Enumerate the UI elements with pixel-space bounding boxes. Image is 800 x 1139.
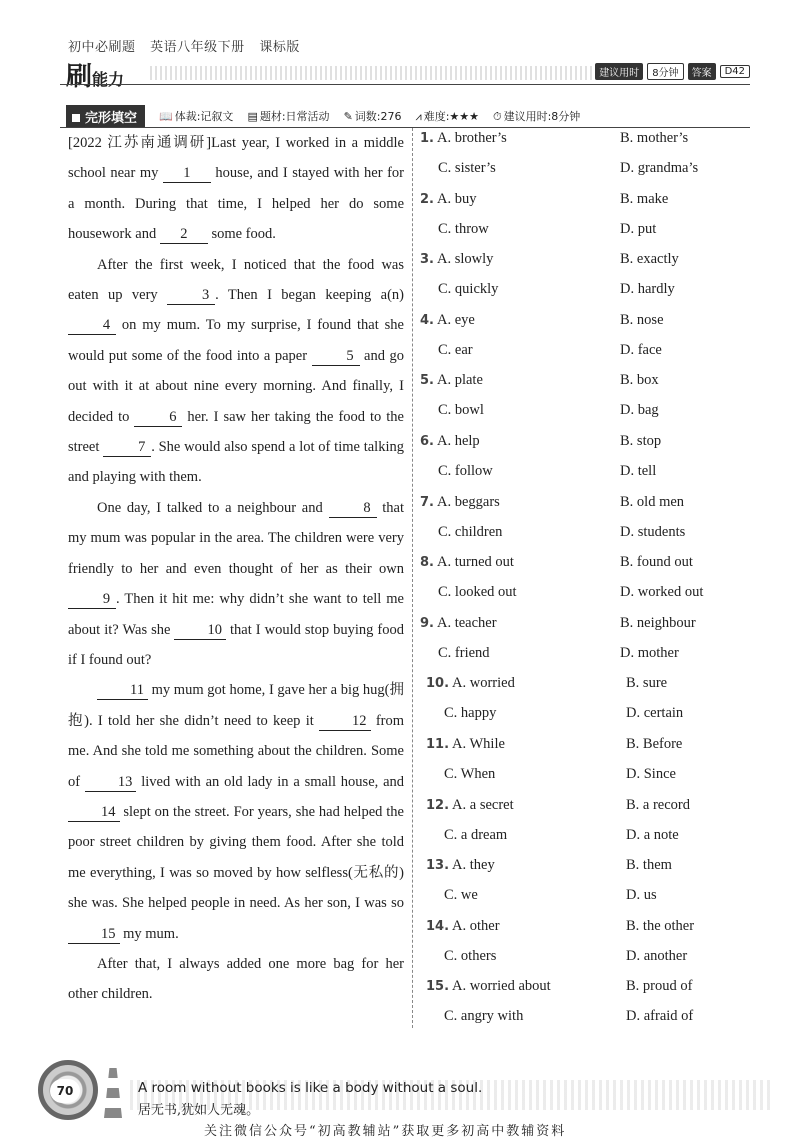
paragraph-1 — [68, 128, 404, 250]
text-run: some food. — [207, 226, 276, 243]
question-number: 3. — [420, 252, 434, 268]
paragraph-2 — [68, 250, 404, 493]
blank-2: 2 — [160, 225, 208, 244]
question-13 — [420, 855, 750, 916]
option-text: B. box — [620, 372, 659, 389]
option-a[interactable] — [420, 433, 480, 450]
option-text: C. children — [438, 523, 503, 540]
option-b[interactable] — [626, 918, 694, 935]
question-4 — [420, 310, 750, 371]
option-b[interactable] — [620, 494, 684, 511]
text-run: and go out with it at about nine every morning. And finally, I decided to — [68, 347, 405, 425]
option-text: B. mother’s — [620, 130, 689, 146]
option-d[interactable] — [626, 827, 679, 844]
option-text: C. sister’s — [438, 160, 496, 176]
blank-12: 12 — [319, 712, 371, 731]
paragraph-4 — [68, 675, 404, 949]
option-text: A. plate — [436, 372, 483, 389]
option-b[interactable] — [620, 130, 688, 147]
question-2 — [420, 189, 750, 250]
option-d[interactable] — [620, 584, 703, 601]
blank-11: 11 — [97, 681, 148, 700]
question-number: 14. — [426, 918, 450, 934]
blank-6: 6 — [134, 408, 182, 427]
option-b[interactable] — [620, 554, 693, 571]
question-14 — [420, 916, 750, 977]
option-d[interactable] — [620, 221, 656, 238]
paragraph-3 — [68, 493, 404, 675]
quote-chinese: 居无书,犹如人无魂。 — [138, 1103, 260, 1118]
text-run: on my mum. To my surprise, I found that she would put some of the food into a paper — [68, 317, 404, 364]
text-run: from me. And she told me something about the children. Some of — [68, 712, 405, 790]
option-text: A. they — [452, 857, 495, 874]
meta-words — [344, 108, 402, 124]
edition-name: 课标版 — [259, 40, 300, 55]
question-number: 10. — [426, 676, 450, 692]
question-number: 5. — [420, 373, 434, 389]
question-number: 8. — [420, 555, 434, 571]
option-text: A. other — [452, 917, 500, 934]
text-run: One day, I talked to a neighbour and — [97, 499, 329, 516]
option-a[interactable] — [420, 130, 507, 147]
section-bar — [66, 106, 750, 126]
option-c[interactable] — [438, 281, 498, 298]
option-b[interactable] — [620, 615, 696, 632]
brand-char: 刷 — [66, 62, 93, 92]
text-run: . Then it hit me: why didn’t she want to tell me about it? Was she — [68, 591, 404, 638]
option-text: C. friend — [438, 644, 490, 661]
option-text: A. a secret — [452, 796, 514, 813]
option-text: B. proud of — [626, 978, 693, 995]
option-text: D. a note — [626, 826, 679, 843]
question-number: 9. — [420, 615, 434, 631]
option-text: D. put — [620, 220, 657, 237]
series-name: 初中必刷题 — [68, 40, 136, 55]
brand-level: 能力 — [92, 70, 125, 89]
option-text: B. a record — [626, 796, 691, 813]
option-c[interactable] — [438, 584, 517, 601]
question-11 — [420, 734, 750, 795]
option-text: C. quickly — [438, 281, 499, 298]
option-text: D. another — [626, 947, 688, 964]
option-a[interactable] — [426, 736, 505, 753]
time-text: 建议用时:8分钟 — [503, 110, 581, 123]
meta-genre — [159, 108, 233, 124]
time-value: 8分钟 — [647, 63, 683, 80]
lighthouse-icon — [104, 1068, 122, 1118]
time-label: 建议用时 — [595, 63, 643, 80]
option-a[interactable] — [420, 494, 500, 511]
option-text: D. mother — [620, 644, 679, 661]
text-run: house, and I stayed with her for a month. During that time, I helped her do some housework and — [68, 165, 404, 243]
option-a[interactable] — [420, 615, 497, 632]
option-b[interactable] — [626, 857, 672, 874]
header-decoration — [150, 66, 605, 80]
option-c[interactable] — [438, 463, 493, 480]
book-icon: 📖 — [159, 110, 173, 123]
option-d[interactable] — [620, 281, 675, 298]
question-1 — [420, 128, 750, 189]
blank-9: 9 — [68, 590, 116, 609]
option-text: B. Before — [626, 735, 683, 752]
blank-7: 7 — [103, 438, 151, 457]
question-number: 12. — [426, 797, 450, 813]
option-d[interactable] — [620, 402, 659, 419]
option-text: C. follow — [438, 462, 493, 479]
option-text: B. old men — [620, 493, 685, 510]
option-text: D. hardly — [620, 281, 675, 298]
option-text: B. them — [626, 857, 672, 874]
option-a[interactable] — [426, 797, 514, 814]
option-text: D. worked out — [620, 584, 704, 601]
text-run: Last year, I worked in a middle school near my — [68, 135, 404, 182]
option-d[interactable] — [626, 948, 687, 965]
watermark-text: 关注微信公众号“初高教辅站”获取更多初高中教辅资料 — [204, 1124, 567, 1139]
option-c[interactable] — [438, 160, 496, 177]
option-text: B. sure — [626, 675, 668, 692]
option-text: A. help — [436, 432, 480, 449]
answer-label: 答案 — [688, 63, 716, 80]
text-run: lived with an old lady in a small house, and — [136, 773, 404, 790]
option-text: C. When — [444, 765, 496, 782]
subject-name: 英语八年级下册 — [150, 40, 245, 55]
difficulty-text: 难度:★★★ — [423, 110, 479, 123]
option-text: C. bowl — [438, 402, 484, 419]
option-c[interactable] — [438, 645, 490, 662]
option-text: B. nose — [620, 311, 664, 328]
option-text: D. tell — [620, 462, 657, 479]
text-run: that my mum was popular in the area. The children were very friendly to her and even thought of her as their own — [68, 499, 404, 577]
question-9 — [420, 613, 750, 674]
option-text: C. angry with — [444, 1008, 524, 1025]
question-15 — [420, 976, 750, 1037]
option-text: B. make — [620, 190, 669, 207]
brand-logo — [66, 56, 124, 93]
option-text: B. the other — [626, 917, 695, 934]
option-d[interactable] — [626, 705, 683, 722]
option-c[interactable] — [438, 221, 489, 238]
option-text: D. afraid of — [626, 1008, 694, 1025]
question-6 — [420, 431, 750, 492]
option-b[interactable] — [620, 251, 679, 268]
header-rule — [60, 84, 750, 85]
options-column — [420, 128, 750, 1037]
option-a[interactable] — [420, 312, 475, 329]
option-text: B. exactly — [620, 251, 679, 268]
option-text: A. worried about — [452, 978, 551, 995]
option-b[interactable] — [620, 312, 664, 329]
paragraph-5: After that, I always added one more bag for her other children. — [68, 955, 404, 1003]
text-run: my mum. — [119, 925, 179, 942]
section-title — [66, 105, 145, 128]
blank-10: 10 — [174, 621, 226, 640]
blank-8: 8 — [329, 499, 377, 518]
quote-english: A room without books is like a body without a soul. — [138, 1080, 483, 1096]
option-text: C. looked out — [438, 584, 517, 601]
option-text: A. teacher — [436, 614, 497, 631]
option-text: D. face — [620, 341, 662, 358]
option-text: B. found out — [620, 554, 693, 571]
genre-text: 体裁:记叙文 — [174, 110, 234, 123]
question-number: 7. — [420, 494, 434, 510]
passage-source: [2022 江苏南通调研] — [68, 135, 212, 151]
option-d[interactable] — [626, 1008, 693, 1025]
option-text: D. us — [626, 887, 657, 904]
option-text: C. ear — [438, 341, 473, 358]
option-text: A. turned out — [436, 554, 514, 571]
option-a[interactable] — [420, 191, 476, 208]
document-icon: ▤ — [247, 110, 258, 123]
option-d[interactable] — [620, 160, 698, 177]
option-text: D. bag — [620, 402, 659, 419]
text-run: . She would also spend a lot of time talking and playing with them. — [68, 439, 404, 486]
graph-icon: ⩘ — [415, 110, 422, 123]
option-text: D. grandma’s — [620, 160, 699, 176]
blank-1: 1 — [163, 164, 211, 183]
page-number: 70 — [50, 1079, 80, 1103]
blank-5: 5 — [312, 347, 360, 366]
blank-4: 4 — [68, 316, 116, 335]
option-d[interactable] — [620, 645, 679, 662]
option-d[interactable] — [620, 524, 685, 541]
option-text: B. stop — [620, 432, 662, 449]
option-c[interactable] — [438, 342, 473, 359]
option-text: A. While — [452, 735, 505, 752]
option-text: A. slowly — [436, 251, 494, 268]
option-c[interactable] — [438, 402, 484, 419]
square-icon — [72, 114, 80, 122]
text-run: slept on the street. For years, she had helped the poor street children by giving them food. After she told me everything, I was so moved by how selfless(无私的) she was. She helped people in need. As her son, I was so — [68, 803, 404, 912]
question-5 — [420, 370, 750, 431]
option-a[interactable] — [426, 978, 551, 995]
option-b[interactable] — [626, 675, 667, 692]
meta-time — [493, 108, 580, 124]
option-c[interactable] — [444, 827, 507, 844]
text-run: her. I saw her taking the food to the street — [68, 408, 404, 456]
text-run: . Then I began keeping a(n) — [215, 287, 404, 304]
text-run: that I would stop buying food if I found out? — [68, 621, 404, 668]
option-text: C. a dream — [444, 826, 508, 843]
option-c[interactable] — [438, 524, 502, 541]
option-b[interactable] — [626, 797, 690, 814]
option-d[interactable] — [626, 887, 657, 904]
option-a[interactable] — [426, 857, 495, 874]
option-text: C. others — [444, 947, 497, 964]
option-c[interactable] — [444, 1008, 523, 1025]
option-text: B. neighbour — [620, 614, 696, 631]
words-text: 词数:276 — [354, 110, 402, 123]
option-a[interactable] — [426, 918, 500, 935]
blank-15: 15 — [68, 925, 120, 944]
text-run: After the first week, I noticed that the food was eaten up very — [68, 256, 404, 304]
blank-13: 13 — [85, 773, 137, 792]
cloze-passage — [68, 128, 404, 1010]
option-text: C. happy — [444, 705, 497, 722]
question-number: 15. — [426, 979, 450, 995]
option-d[interactable] — [620, 463, 656, 480]
option-b[interactable] — [626, 736, 682, 753]
question-number: 4. — [420, 312, 434, 328]
pen-icon: ✎ — [343, 110, 353, 123]
option-c[interactable] — [444, 948, 496, 965]
option-text: A. eye — [436, 311, 475, 328]
topic-text: 题材:日常活动 — [259, 110, 330, 123]
question-number: 1. — [420, 131, 434, 146]
meta-difficulty — [415, 108, 479, 124]
text-run: my mum got home, I gave her a big hug(拥抱). I told her she didn’t need to keep it — [68, 682, 404, 729]
question-number: 2. — [420, 191, 434, 207]
blank-3: 3 — [167, 286, 215, 305]
question-number: 13. — [426, 858, 450, 874]
option-c[interactable] — [444, 887, 478, 904]
question-8 — [420, 552, 750, 613]
question-7 — [420, 492, 750, 553]
option-text: A. buy — [436, 190, 477, 207]
option-b[interactable] — [620, 372, 659, 389]
option-text: A. brother’s — [436, 130, 507, 146]
option-b[interactable] — [620, 433, 661, 450]
question-number: 6. — [420, 433, 434, 449]
option-d[interactable] — [626, 766, 676, 783]
option-text: C. we — [444, 887, 478, 904]
option-c[interactable] — [444, 766, 495, 783]
option-a[interactable] — [420, 251, 493, 268]
option-a[interactable] — [420, 554, 514, 571]
option-c[interactable] — [444, 705, 496, 722]
option-text: D. certain — [626, 705, 684, 722]
option-text: D. Since — [626, 765, 676, 782]
option-a[interactable] — [420, 372, 483, 389]
option-b[interactable] — [620, 191, 668, 208]
option-d[interactable] — [620, 342, 662, 359]
column-divider — [412, 128, 413, 1028]
meta-topic — [247, 108, 329, 124]
section-title-text: 完形填空 — [85, 110, 138, 126]
option-text: A. worried — [452, 675, 515, 692]
clock-icon: ⏱ — [493, 110, 502, 123]
book-header — [68, 36, 310, 55]
option-text: D. students — [620, 523, 686, 540]
question-number: 11. — [426, 736, 450, 752]
option-a[interactable] — [426, 675, 515, 692]
header-info — [595, 63, 750, 80]
question-3 — [420, 249, 750, 310]
answer-page: D42 — [720, 65, 750, 78]
question-12 — [420, 795, 750, 856]
question-10 — [420, 673, 750, 734]
option-b[interactable] — [626, 978, 692, 995]
option-text: C. throw — [438, 220, 489, 237]
blank-14: 14 — [68, 803, 120, 822]
option-text: A. beggars — [436, 493, 500, 510]
